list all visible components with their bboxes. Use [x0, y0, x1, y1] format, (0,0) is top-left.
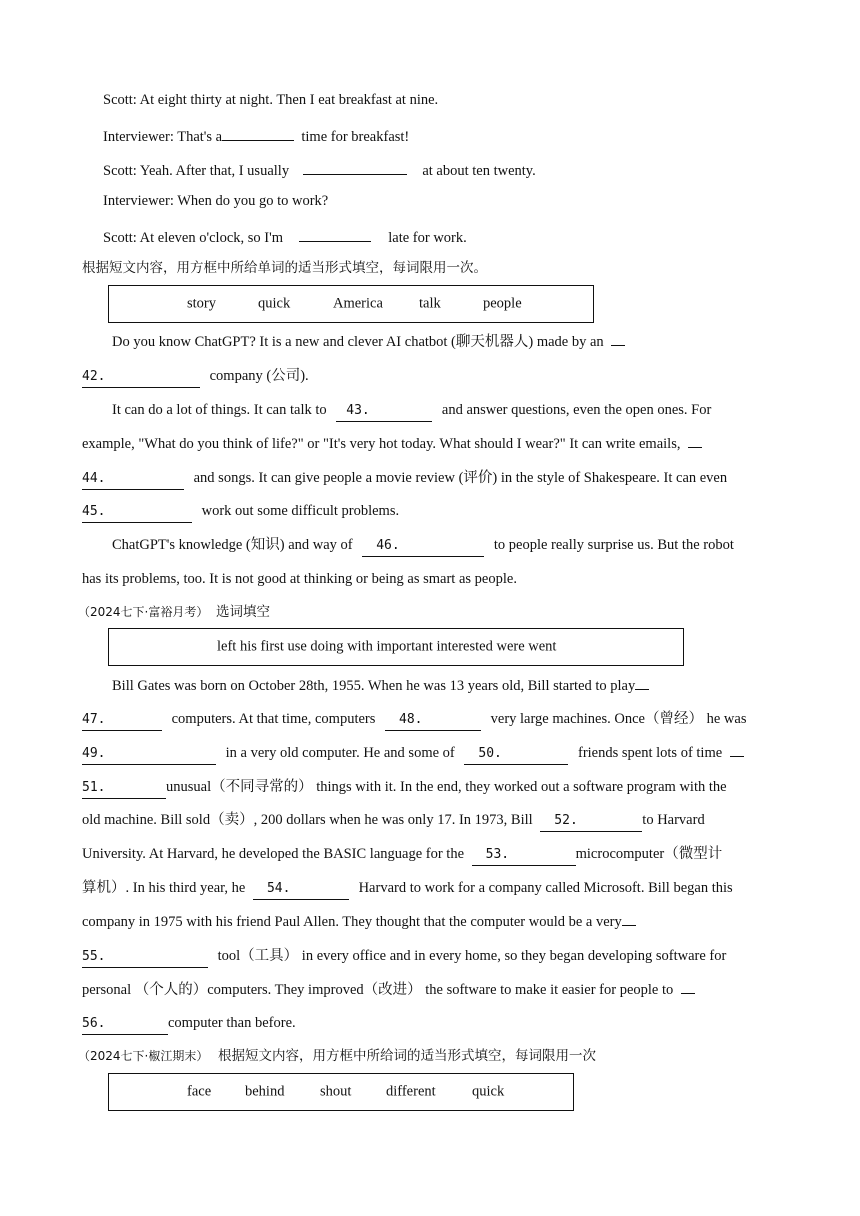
- word-bank-item: America: [333, 295, 383, 312]
- passage-line: has its problems, too. It is not good at thinking or being as smart as people.: [82, 571, 517, 587]
- word-bank-item: talk: [419, 295, 441, 312]
- section4-header: [78, 1046, 596, 1066]
- passage-text: and songs. It can give people a movie review (评价) in the style of Shakespeare. It can even: [193, 470, 728, 486]
- passage-line: [82, 946, 726, 968]
- passage-line: [82, 366, 309, 388]
- answer-blank[interactable]: [681, 993, 695, 994]
- answer-blank-55[interactable]: 55.: [82, 947, 208, 968]
- passage-text: old machine. Bill sold（卖）, 200 dollars when he was only 17. In 1973, Bill: [82, 812, 533, 828]
- section2-instruction: 根据短文内容，用方框中所给单词的适当形式填空，每词限用一次。: [82, 260, 487, 276]
- passage-text: in a very old computer. He and some of: [225, 745, 455, 761]
- dialogue-text: at about ten twenty.: [422, 163, 536, 179]
- passage-line: [82, 810, 705, 832]
- dialogue-line-3: [103, 158, 536, 181]
- source-tag: （2024七下·椒江期末）: [78, 1049, 209, 1063]
- passage-text: computer than before.: [168, 1015, 296, 1031]
- answer-blank[interactable]: [222, 124, 294, 141]
- passage-line: [112, 676, 649, 696]
- dialogue-line-5: [103, 225, 467, 248]
- answer-blank-56[interactable]: 56.: [82, 1014, 168, 1035]
- dialogue-line-1: Scott: At eight thirty at night. Then I eat breakfast at nine.: [103, 92, 439, 108]
- passage-text: example, "What do you think of life?" or "It's very hot today. What should I wear?" It can write emails,: [82, 436, 681, 452]
- dialogue-line-4: Interviewer: When do you go to work?: [103, 193, 329, 209]
- passage-line: [82, 980, 695, 1000]
- passage-text: friends spent lots of time: [578, 745, 723, 761]
- passage-line: [112, 400, 711, 422]
- answer-blank[interactable]: [635, 689, 649, 690]
- answer-blank-48[interactable]: 48.: [385, 710, 481, 731]
- dialogue-text: Interviewer: That's a: [103, 129, 223, 145]
- passage-text: company (公司).: [209, 368, 309, 384]
- passage-line: [82, 878, 733, 900]
- passage-text: computers. At that time, computers: [171, 711, 376, 727]
- passage-line: [82, 434, 702, 454]
- answer-blank[interactable]: [730, 756, 744, 757]
- answer-blank[interactable]: [611, 345, 625, 346]
- answer-blank[interactable]: [299, 225, 371, 242]
- answer-blank-45[interactable]: 45.: [82, 502, 192, 523]
- answer-blank[interactable]: [622, 925, 636, 926]
- answer-blank-53[interactable]: 53.: [472, 845, 576, 866]
- section3-header: [78, 602, 270, 622]
- passage-line: [82, 468, 727, 490]
- word-bank-item: story: [187, 295, 216, 312]
- dialogue-text: late for work.: [388, 230, 467, 246]
- answer-blank-49[interactable]: 49.: [82, 744, 216, 765]
- passage-text: to people really surprise us. But the robot: [493, 537, 734, 553]
- passage-text: ChatGPT's knowledge (知识) and way of: [112, 537, 353, 553]
- word-bank-item: quick: [472, 1083, 505, 1100]
- word-box-1: [108, 285, 594, 323]
- passage-text: company in 1975 with his friend Paul Allen. They thought that the computer would be a very: [82, 914, 622, 930]
- passage-line: [82, 743, 744, 765]
- passage-text: microcomputer（微型计: [575, 846, 723, 862]
- passage-text: and answer questions, even the open ones. For: [441, 402, 712, 418]
- answer-blank-46[interactable]: 46.: [362, 536, 484, 557]
- passage-text: personal （个人的）computers. They improved（改进） the software to make it easier for people to: [82, 982, 674, 998]
- answer-blank-42[interactable]: 42.: [82, 367, 200, 388]
- word-box-3: [108, 1073, 574, 1111]
- dialogue-text: Scott: Yeah. After that, I usually: [103, 163, 290, 179]
- passage-text: tool（工具） in every office and in every home, so they began developing software for: [217, 948, 727, 964]
- answer-blank-51[interactable]: 51.: [82, 778, 166, 799]
- word-bank-item: people: [483, 295, 522, 312]
- passage-line: [82, 844, 722, 866]
- passage-text: University. At Harvard, he developed the BASIC language for the: [82, 846, 464, 862]
- passage-text: work out some difficult problems.: [201, 503, 400, 519]
- passage-text: very large machines. Once（曾经） he was: [490, 711, 747, 727]
- source-tag: （2024七下·富裕月考）: [78, 605, 209, 619]
- passage-line: [82, 709, 746, 731]
- answer-blank-43[interactable]: 43.: [336, 401, 432, 422]
- passage-line: [112, 332, 625, 352]
- answer-blank-54[interactable]: 54.: [253, 879, 349, 900]
- dialogue-text: Scott: At eleven o'clock, so I'm: [103, 230, 283, 246]
- word-bank-list: left his first use doing with important interested were went: [217, 638, 557, 655]
- dialogue-line-2: [103, 124, 409, 147]
- answer-blank-50[interactable]: 50.: [464, 744, 568, 765]
- dialogue-text: time for breakfast!: [301, 129, 410, 145]
- passage-text: Bill Gates was born on October 28th, 1955. When he was 13 years old, Bill started to play: [112, 678, 636, 694]
- word-bank-item: behind: [245, 1083, 285, 1100]
- passage-line: [82, 1013, 296, 1035]
- answer-blank-44[interactable]: 44.: [82, 469, 184, 490]
- answer-blank-47[interactable]: 47.: [82, 710, 162, 731]
- word-bank-item: face: [187, 1083, 212, 1100]
- word-bank-item: quick: [258, 295, 291, 312]
- passage-text: It can do a lot of things. It can talk to: [112, 402, 327, 418]
- section-title: 选词填空: [215, 604, 270, 620]
- passage-text: unusual（不同寻常的） things with it. In the end, they worked out a software program with the: [166, 779, 727, 795]
- word-box-2: [108, 628, 684, 666]
- passage-text: Do you know ChatGPT? It is a new and clever AI chatbot (聊天机器人) made by an: [112, 334, 604, 350]
- passage-text: 算机）. In his third year, he: [82, 880, 246, 896]
- answer-blank[interactable]: [688, 447, 702, 448]
- passage-text: to Harvard: [642, 812, 705, 828]
- word-bank-item: different: [386, 1083, 436, 1100]
- word-bank-item: shout: [320, 1083, 352, 1100]
- passage-line: [82, 777, 727, 799]
- answer-blank[interactable]: [303, 158, 407, 175]
- section4-instruction: 根据短文内容，用方框中所给词的适当形式填空，每词限用一次: [217, 1048, 596, 1064]
- passage-line: [82, 912, 636, 932]
- passage-line: [82, 501, 399, 523]
- passage-line: [112, 535, 734, 557]
- answer-blank-52[interactable]: 52.: [540, 811, 642, 832]
- passage-text: Harvard to work for a company called Microsoft. Bill began this: [358, 880, 733, 896]
